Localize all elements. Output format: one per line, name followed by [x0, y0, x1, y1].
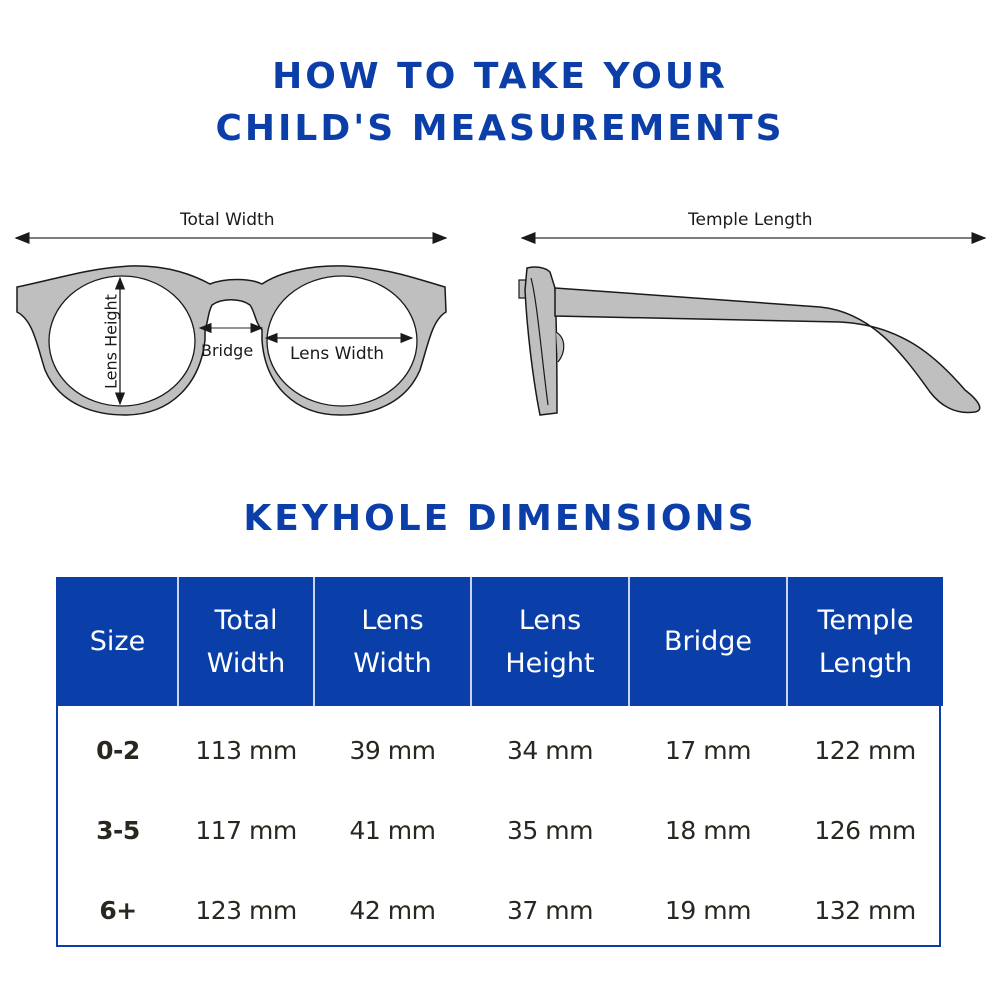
bridge-cell: 17 mm [665, 735, 751, 765]
column-header-temple-length: Temple Length [787, 577, 943, 706]
total-width-cell: 123 mm [195, 895, 297, 925]
dimensions-table-container [56, 577, 941, 947]
glasses-front-view-illustration [0, 200, 1000, 440]
page-title-line-1: HOW TO TAKE YOUR [272, 56, 728, 97]
total-width-label: Total Width [180, 210, 275, 230]
column-header-bridge: Bridge [629, 577, 787, 706]
dimensions-table [58, 577, 943, 950]
column-header-lens-height: Lens Height [471, 577, 629, 706]
temple-length-cell: 132 mm [814, 895, 916, 925]
temple-length-cell: 126 mm [814, 815, 916, 845]
table-row [58, 706, 943, 790]
bridge-cell: 18 mm [665, 815, 751, 845]
lens-height-cell: 34 mm [507, 735, 593, 765]
temple-length-label: Temple Length [688, 210, 813, 230]
table-row [58, 790, 943, 870]
column-header-size: Size [58, 577, 178, 706]
lens-height-cell: 35 mm [507, 815, 593, 845]
lens-width-cell: 39 mm [349, 735, 436, 765]
page-title-line-2: CHILD'S MEASUREMENTS [215, 108, 785, 149]
lens-width-cell: 42 mm [349, 895, 436, 925]
size-cell: 0-2 [96, 735, 140, 765]
size-cell: 3-5 [96, 815, 140, 845]
bridge-label: Bridge [201, 341, 254, 360]
lens-width-cell: 41 mm [349, 815, 436, 845]
bridge-cell: 19 mm [665, 895, 751, 925]
table-header-row [58, 577, 943, 706]
lens-height-cell: 37 mm [507, 895, 593, 925]
column-header-lens-width: Lens Width [314, 577, 471, 706]
section-title: KEYHOLE DIMENSIONS [243, 498, 757, 539]
lens-width-label: Lens Width [290, 344, 385, 364]
column-header-total-width: Total Width [178, 577, 314, 706]
temple-length-cell: 122 mm [814, 735, 916, 765]
table-row [58, 870, 943, 950]
total-width-cell: 117 mm [195, 815, 297, 845]
total-width-cell: 113 mm [195, 735, 297, 765]
lens-height-label: Lens Height [101, 294, 121, 389]
measurement-diagram [0, 200, 1000, 440]
size-cell: 6+ [99, 895, 137, 925]
